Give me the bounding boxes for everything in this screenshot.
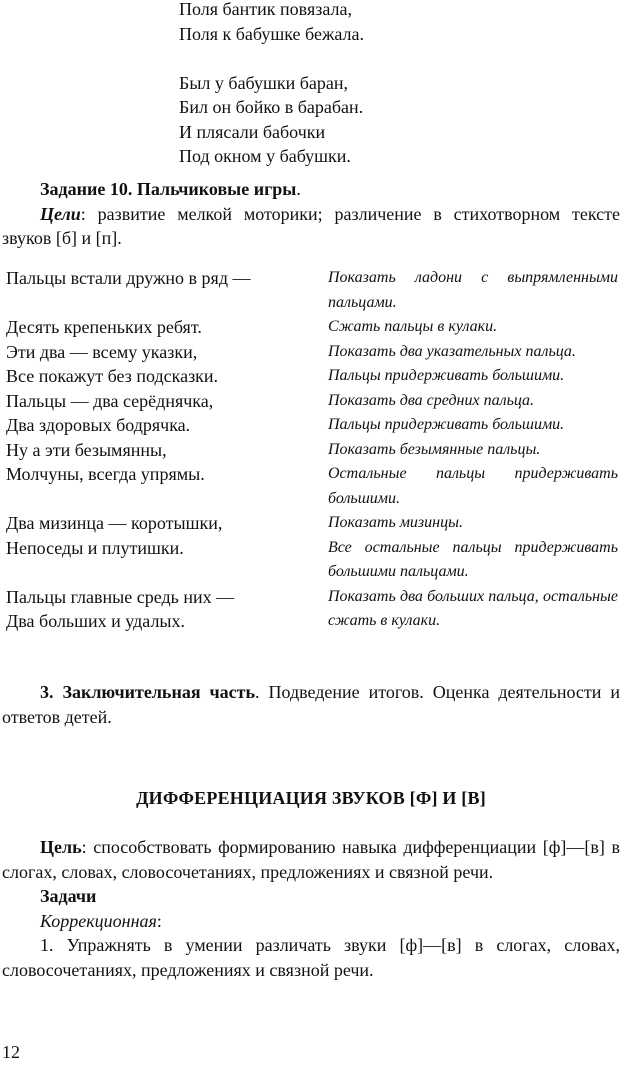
- verse-line: Десять крепеньких ребят.: [6, 317, 202, 337]
- task10-heading-tail: .: [296, 179, 301, 199]
- task10-section: [2, 177, 620, 251]
- finger-game-row: [6, 413, 618, 438]
- finger-game-verse: [6, 585, 328, 634]
- section-tasks-heading: [2, 884, 620, 909]
- poem-line: Был у бабушки баран,: [179, 72, 349, 93]
- finger-game-row: [6, 536, 618, 585]
- finger-game-verse: [6, 340, 328, 365]
- page-number: 12: [2, 1042, 20, 1062]
- verse-line: Все покажут без подсказки.: [6, 366, 219, 386]
- finger-game-verse: [6, 389, 328, 414]
- section-correction-label: Коррекционная: [40, 910, 157, 931]
- poem-line: Под окном у бабушки.: [179, 146, 351, 166]
- finger-game-verse: [6, 364, 328, 389]
- finger-game-verse: [6, 536, 328, 585]
- finger-game-verse: [6, 266, 328, 315]
- finger-game-action: Показать два средних пальца.: [328, 391, 535, 409]
- finger-game-verse: [6, 438, 328, 463]
- finger-game-row: [6, 438, 618, 463]
- finger-game-row: [6, 315, 618, 340]
- task10-goals-text: : развитие мелкой моторики; различение в стихотворном тексте звуков [б] и [п].: [2, 203, 620, 248]
- section-correction-heading: [2, 909, 620, 934]
- poem-line: Поля к бабушке бежала.: [179, 23, 365, 44]
- verse-line: Непоседы и плутишки.: [6, 537, 184, 558]
- finger-game-action: Сжать пальцы в кулаки.: [328, 318, 498, 335]
- finger-game-action: Показать два указательных пальца.: [328, 342, 576, 360]
- finger-game-table: [6, 266, 618, 634]
- verse-line: Два мизинца — коротышки,: [6, 513, 223, 533]
- finger-game-action: Показать мизинцы.: [328, 514, 463, 531]
- conclusion-section: [2, 680, 620, 729]
- section-body: [2, 835, 620, 982]
- verse-line: Два здоровых бодрячка.: [6, 415, 191, 435]
- conclusion-text: . Подведение итогов. Оценка деятельности и ответов детей.: [2, 682, 620, 727]
- finger-game-verse: [6, 315, 328, 340]
- finger-game-verse: [6, 511, 328, 536]
- task10-goals: [2, 202, 620, 251]
- verse-line: Молчуны, всегда упрямы.: [6, 464, 205, 484]
- finger-game-row: [6, 340, 618, 365]
- section-goal-text: : способствовать формированию навыка дифференциации [ф]—[в] в слогах, словах, словосочетаниях, предложениях и связной речи.: [2, 837, 620, 882]
- finger-game-row: [6, 462, 618, 511]
- verse-line: Два больших и удалых.: [6, 611, 186, 631]
- finger-game-row: [6, 511, 618, 536]
- verse-line: Ну а эти безымянны,: [6, 439, 167, 460]
- section-tasks-label: Задачи: [40, 886, 97, 906]
- conclusion-paragraph: [2, 680, 620, 729]
- finger-game-action: Показать два больших пальца, остальные сжать в кулаки.: [328, 587, 618, 629]
- task10-heading-text: Задание 10. Пальчиковые игры: [40, 179, 297, 199]
- poem-line: Бил он бойко в барабан.: [179, 97, 364, 117]
- finger-game-action: Показать ладони с выпрямленными пальцами.: [328, 269, 618, 311]
- finger-game-row: [6, 585, 618, 634]
- finger-game-verse: [6, 462, 328, 511]
- section-correction-tail: :: [156, 910, 162, 931]
- verse-line: Пальцы встали дружно в ряд —: [6, 268, 251, 288]
- finger-game-row: [6, 389, 618, 414]
- task10-goals-label: Цели: [40, 203, 81, 224]
- finger-game-action: Показать безымянные пальцы.: [328, 440, 541, 458]
- finger-game-row: [6, 266, 618, 315]
- section-item-1: 1. Упражнять в умении различать звуки [ф]—[в] в слогах, словах, словосочетаниях, предложениях и связной речи.: [2, 935, 620, 980]
- poem-line: И плясали бабочки: [179, 121, 326, 142]
- poem-line: Поля бантик повязала,: [179, 0, 352, 19]
- verse-line: Эти два — всему указки,: [6, 341, 198, 362]
- task10-heading: [2, 177, 620, 202]
- finger-game-action: Пальцы придерживать большими.: [328, 367, 565, 384]
- conclusion-label: 3. Заключительная часть: [40, 682, 256, 702]
- verse-line: Пальцы — два серёднячка,: [6, 390, 214, 411]
- finger-game-row: [6, 364, 618, 389]
- poem-stanza-2: [179, 71, 364, 169]
- finger-game-action: Остальные пальцы придерживать большими.: [328, 465, 618, 507]
- section-title: ДИФФЕРЕНЦИАЦИЯ ЗВУКОВ [Ф] И [В]: [136, 788, 486, 808]
- poem-stanza-1: [179, 0, 364, 46]
- section-goal-label: Цель: [40, 837, 82, 857]
- verse-line: Пальцы главные средь них —: [6, 586, 235, 607]
- finger-game-action: Все остальные пальцы придерживать большими пальцами.: [328, 538, 618, 580]
- finger-game-verse: [6, 413, 328, 438]
- finger-game-action: Пальцы придерживать большими.: [328, 416, 565, 433]
- poem: [179, 0, 364, 169]
- section-goal: [2, 835, 620, 884]
